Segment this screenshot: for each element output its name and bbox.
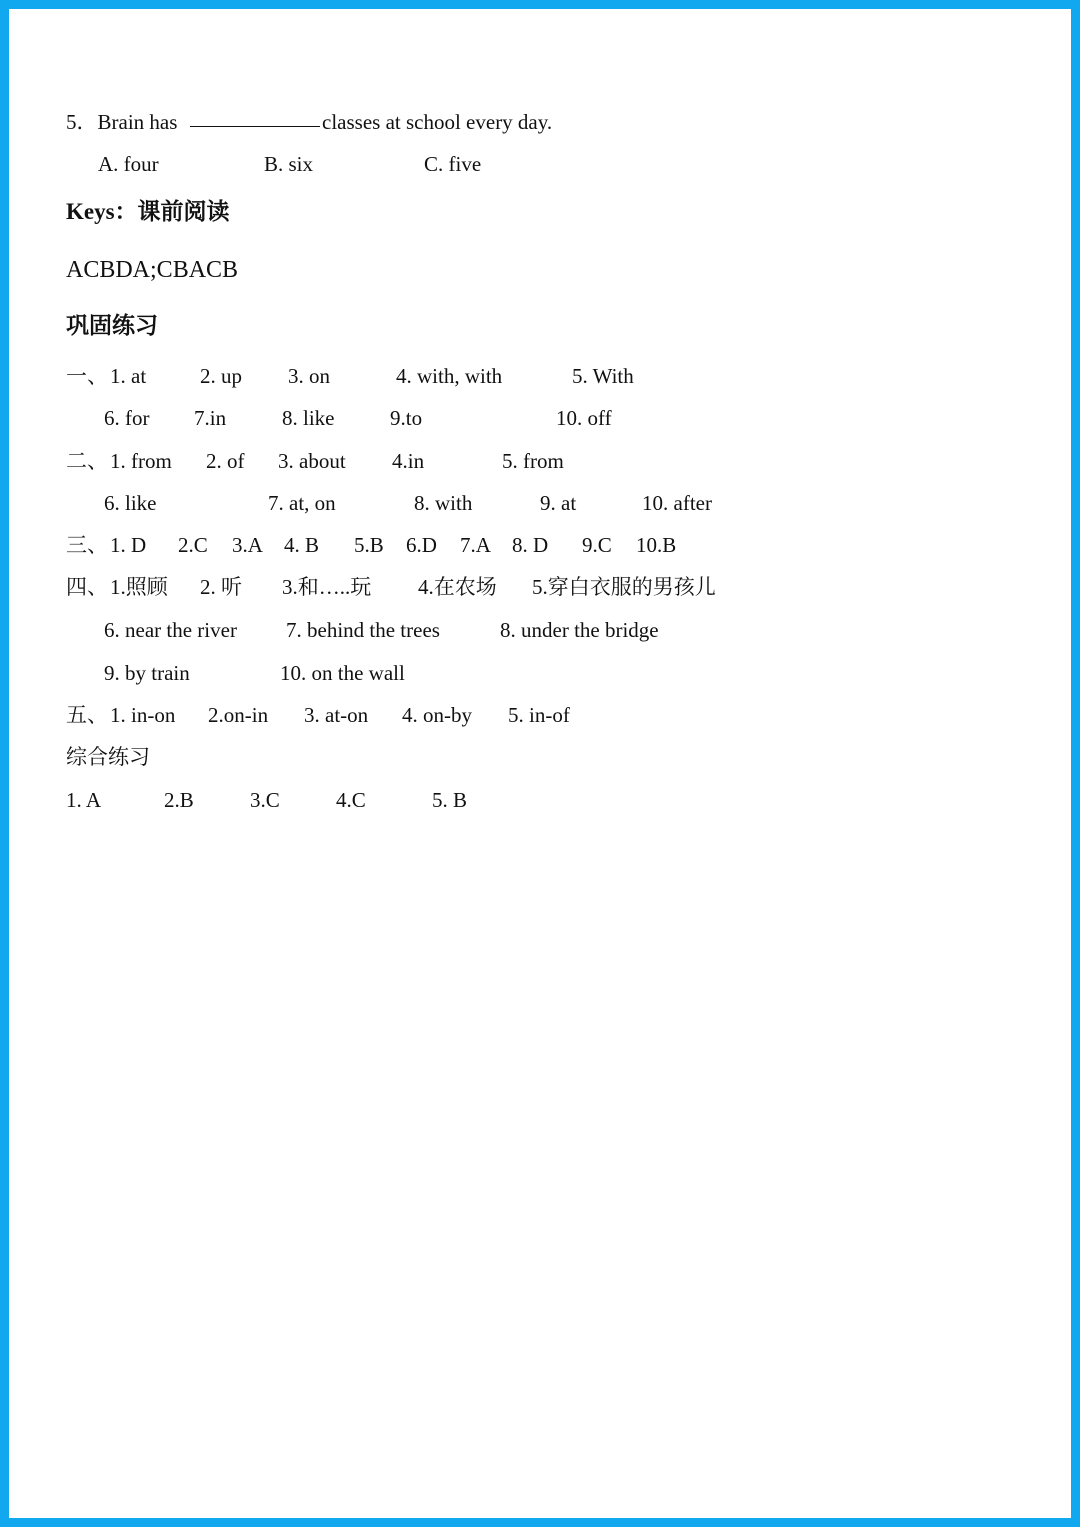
answer-item: 7. at, on [268,491,336,515]
answer-item: 10.B [636,533,677,557]
answer-item: 1.照顾 [110,575,168,599]
answer-item: 8. D [512,533,549,557]
answer-item: 9. by train [104,661,190,685]
answer-item: 3.C [250,788,280,812]
answer-item: 7.in [194,406,227,430]
answer-item: 4. on-by [402,703,472,727]
answer-item: 4. with, with [396,364,503,388]
consolidation-heading: 巩固练习 [66,313,158,338]
section-marker: 五、 [66,703,108,727]
answer-item: 1. in-on [110,703,176,727]
answer-item: 5.B [354,533,384,557]
answer-item: 5. in-of [508,703,570,727]
answer-item: 4.在农场 [418,575,497,599]
answer-item: 8. like [282,406,335,430]
section-marker: 四、 [66,575,108,599]
answer-item: 7.A [460,533,491,557]
answer-item: 2. 听 [200,575,242,599]
answer-item: 4.in [392,449,425,473]
answer-item: 3. about [278,449,346,473]
answer-item: 9.to [390,406,423,430]
answer-item: 2. up [200,364,242,388]
answer-item: 4. B [284,533,320,557]
comprehensive-heading: 综合练习 [66,745,150,769]
answer-item: 10. after [642,491,712,515]
answer-item: 7. behind the trees [286,618,440,642]
keys-answer: ACBDA;CBACB [66,257,239,283]
section-marker: 三、 [66,533,108,557]
answer-item: 9.C [582,533,612,557]
answer-item: 8. with [414,491,473,515]
option-b: B. six [264,152,314,176]
answer-item: 1. from [110,449,172,473]
answer-blank [186,108,324,132]
answer-item: 2. of [206,449,245,473]
answer-item: 10. off [556,406,612,430]
answer-item: 6. for [104,406,150,430]
answer-item: 3. at-on [304,703,369,727]
question-5-suffix: classes at school every day. [322,110,553,134]
answer-item: 4.C [336,788,366,812]
answer-item: 6. like [104,491,157,515]
answer-item: 1. D [110,533,147,557]
answer-item: 2.B [164,788,194,812]
answer-item: 6. near the river [104,618,237,642]
answer-item: 3. on [288,364,330,388]
answer-item: 6.D [406,533,437,557]
option-c: C. five [424,152,482,176]
answer-item: 2.on-in [208,703,269,727]
answer-item: 1. A [66,788,102,812]
section-marker: 一、 [66,364,108,388]
option-a: A. four [98,152,159,176]
answer-item: 8. under the bridge [500,618,659,642]
answer-item: 5.穿白衣服的男孩儿 [532,575,716,599]
answer-item: 3.和…..玩 [282,575,372,599]
answer-item: 5. B [432,788,468,812]
section-marker: 二、 [66,449,108,473]
answer-item: 5. from [502,449,564,473]
question-5-prefix: 5．Brain has [66,110,178,134]
answer-item: 3.A [232,533,263,557]
answer-item: 5. With [572,364,634,388]
answer-item: 1. at [110,364,147,388]
answer-item: 9. at [540,491,577,515]
keys-heading: Keys：课前阅读 [66,199,230,224]
answer-item: 10. on the wall [280,661,405,685]
answer-item: 2.C [178,533,208,557]
